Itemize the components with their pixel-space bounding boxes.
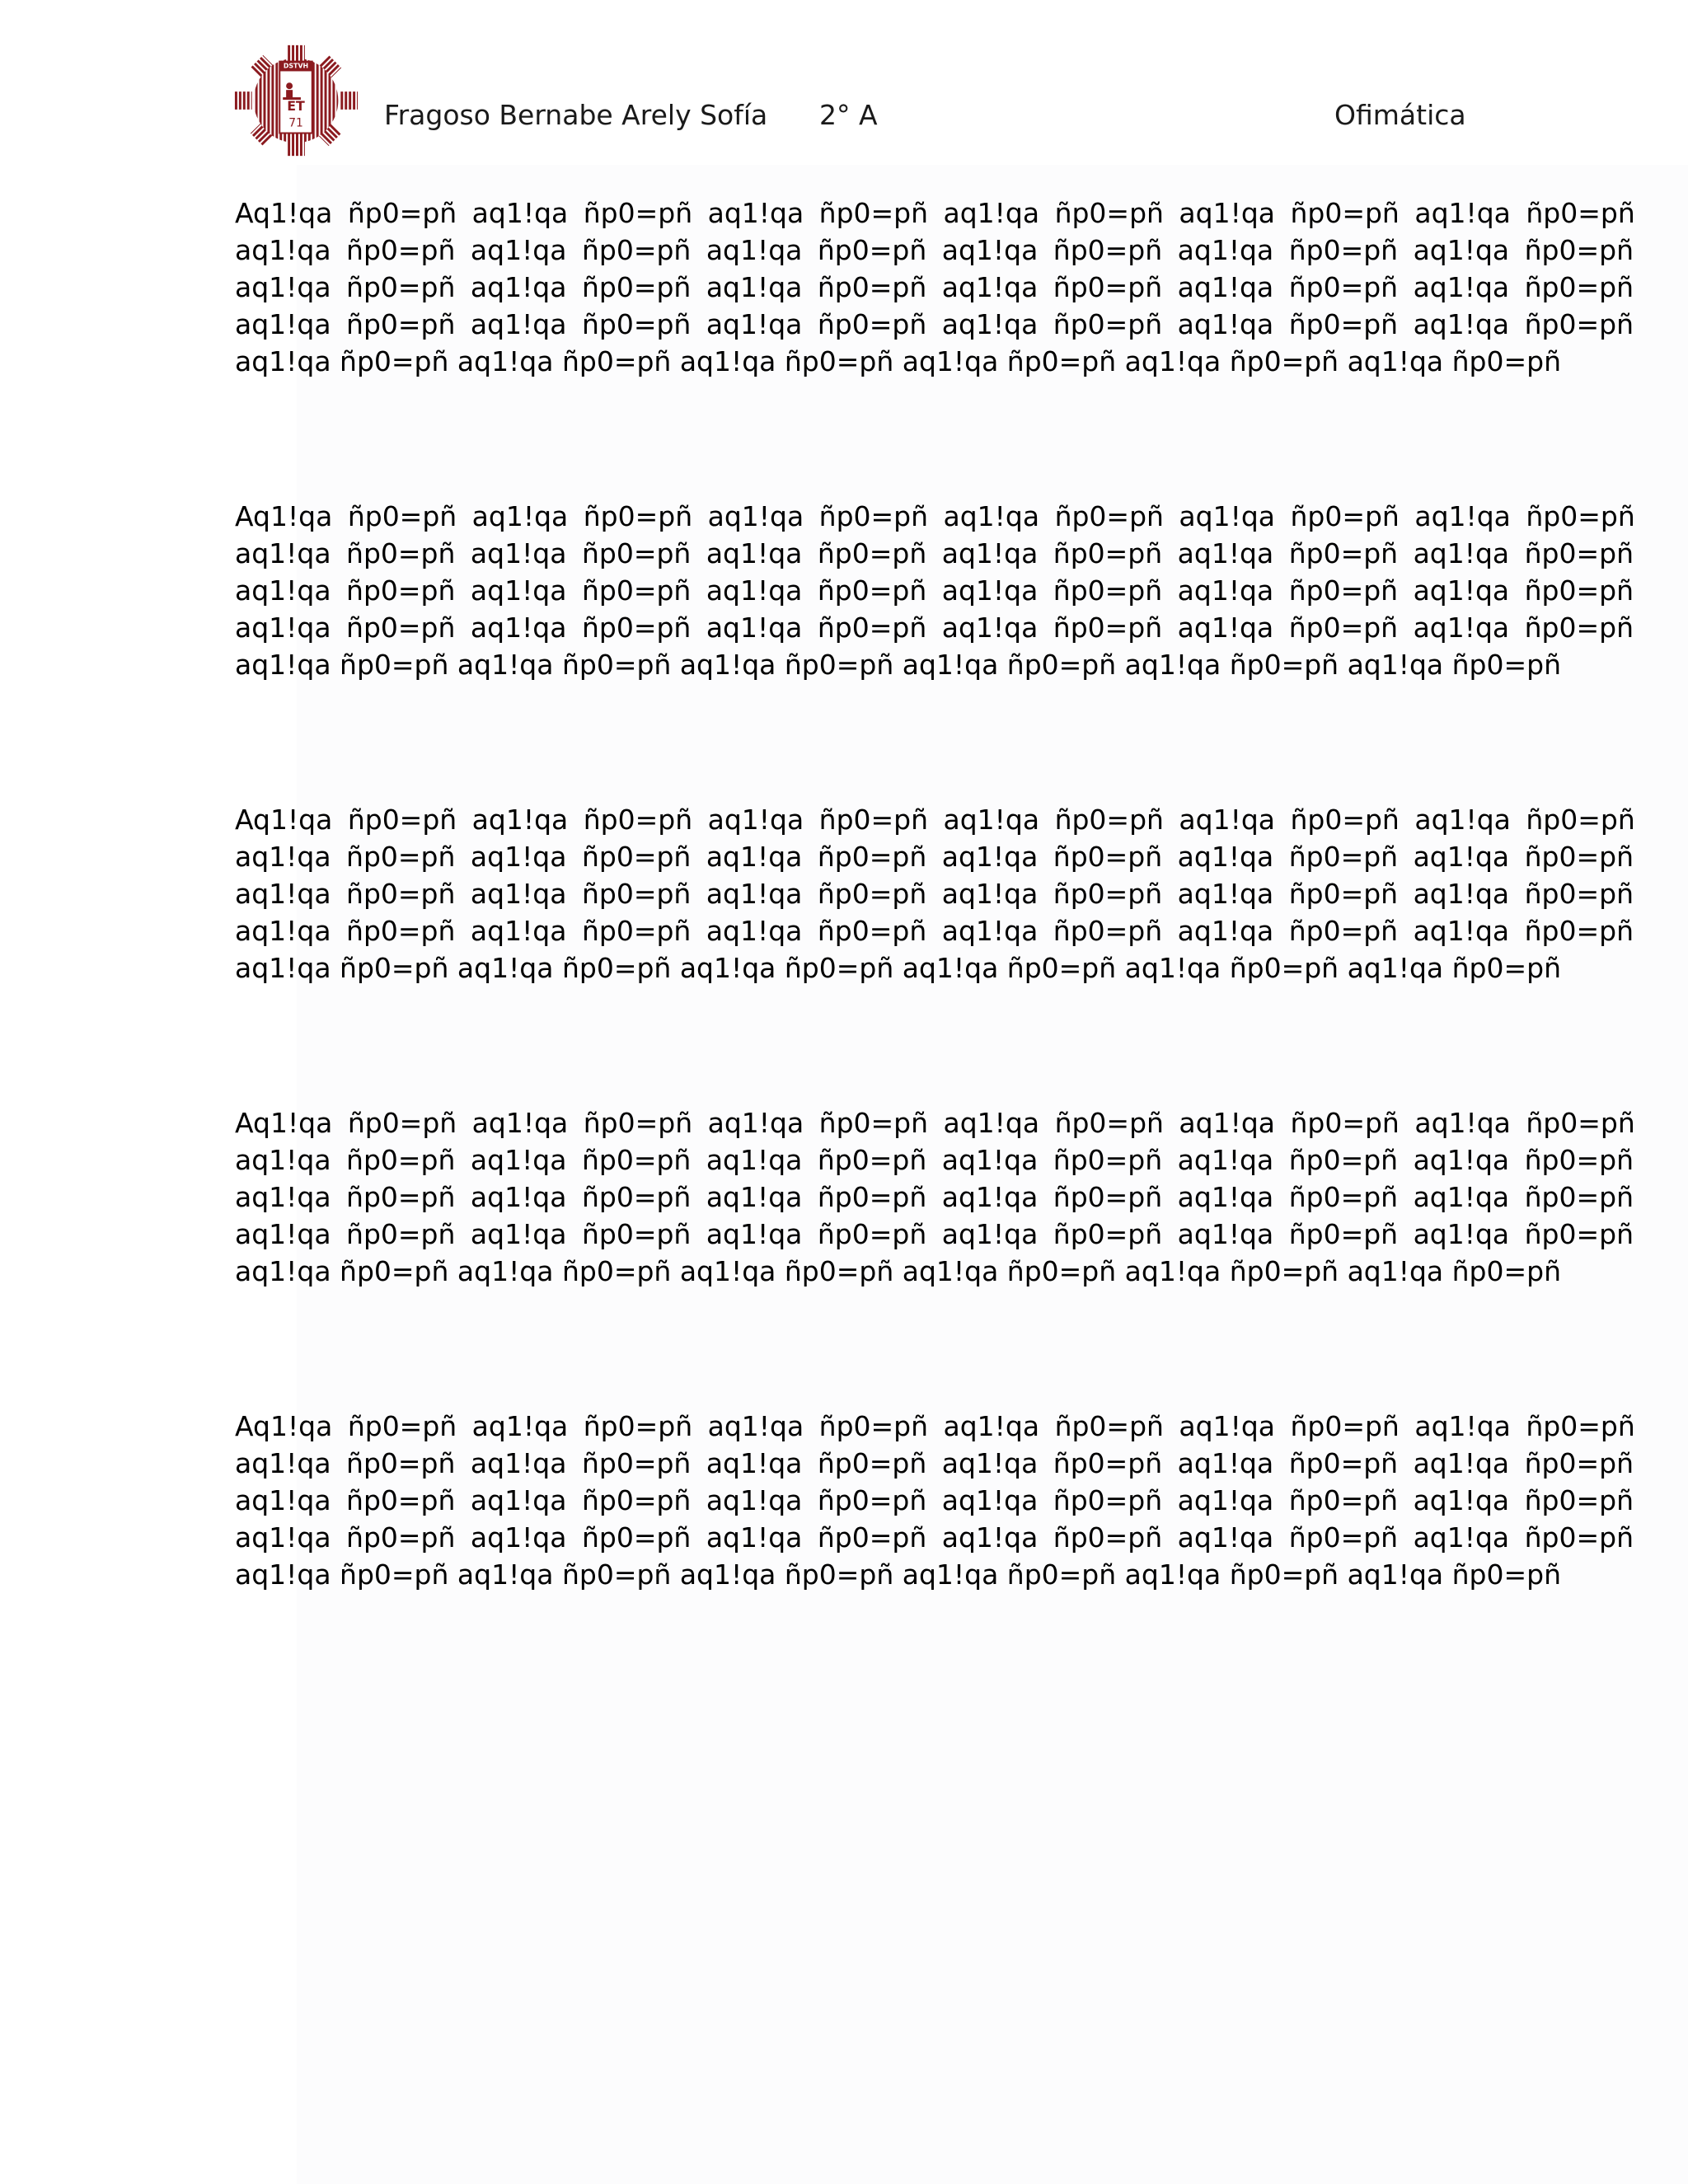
svg-text:DSTVH: DSTVH (283, 62, 309, 70)
paragraph-4 (235, 1104, 1635, 1290)
text-line: aq1!qa ñp0=pñ aq1!qa ñp0=pñ aq1!qa ñp0=pñ aq1!qa ñp0=pñ aq1!qa ñp0=pñ aq1!qa ñp0=pñ (235, 1181, 1634, 1213)
text-line: aq1!qa ñp0=pñ aq1!qa ñp0=pñ aq1!qa ñp0=pñ aq1!qa ñp0=pñ aq1!qa ñp0=pñ aq1!qa ñp0=pñ (235, 574, 1634, 607)
svg-text:ET: ET (287, 97, 305, 114)
text-line: aq1!qa ñp0=pñ aq1!qa ñp0=pñ aq1!qa ñp0=pñ aq1!qa ñp0=pñ aq1!qa ñp0=pñ aq1!qa ñp0=pñ (235, 308, 1634, 340)
text-line: Aq1!qa ñp0=pñ aq1!qa ñp0=pñ aq1!qa ñp0=pñ aq1!qa ñp0=pñ aq1!qa ñp0=pñ aq1!qa ñp0=pñ (235, 1107, 1635, 1139)
paragraph-2 (235, 498, 1635, 683)
text-line: aq1!qa ñp0=pñ aq1!qa ñp0=pñ aq1!qa ñp0=pñ aq1!qa ñp0=pñ aq1!qa ñp0=pñ aq1!qa ñp0=pñ (235, 649, 1561, 681)
text-line: aq1!qa ñp0=pñ aq1!qa ñp0=pñ aq1!qa ñp0=pñ aq1!qa ñp0=pñ aq1!qa ñp0=pñ aq1!qa ñp0=pñ (235, 952, 1561, 984)
text-line: aq1!qa ñp0=pñ aq1!qa ñp0=pñ aq1!qa ñp0=pñ aq1!qa ñp0=pñ aq1!qa ñp0=pñ aq1!qa ñp0=pñ (235, 1255, 1561, 1287)
text-line: aq1!qa ñp0=pñ aq1!qa ñp0=pñ aq1!qa ñp0=pñ aq1!qa ñp0=pñ aq1!qa ñp0=pñ aq1!qa ñp0=pñ (235, 612, 1634, 644)
text-line: aq1!qa ñp0=pñ aq1!qa ñp0=pñ aq1!qa ñp0=pñ aq1!qa ñp0=pñ aq1!qa ñp0=pñ aq1!qa ñp0=pñ (235, 1484, 1634, 1516)
text-line: aq1!qa ñp0=pñ aq1!qa ñp0=pñ aq1!qa ñp0=pñ aq1!qa ñp0=pñ aq1!qa ñp0=pñ aq1!qa ñp0=pñ (235, 271, 1634, 303)
subject-name: Ofimática (1334, 99, 1466, 131)
student-name: Fragoso Bernabe Arely Sofía (384, 99, 768, 131)
text-line: Aq1!qa ñp0=pñ aq1!qa ñp0=pñ aq1!qa ñp0=pñ aq1!qa ñp0=pñ aq1!qa ñp0=pñ aq1!qa ñp0=pñ (235, 500, 1635, 532)
text-line: aq1!qa ñp0=pñ aq1!qa ñp0=pñ aq1!qa ñp0=pñ aq1!qa ñp0=pñ aq1!qa ñp0=pñ aq1!qa ñp0=pñ (235, 915, 1634, 947)
text-line: aq1!qa ñp0=pñ aq1!qa ñp0=pñ aq1!qa ñp0=pñ aq1!qa ñp0=pñ aq1!qa ñp0=pñ aq1!qa ñp0=pñ (235, 234, 1634, 266)
text-line: aq1!qa ñp0=pñ aq1!qa ñp0=pñ aq1!qa ñp0=pñ aq1!qa ñp0=pñ aq1!qa ñp0=pñ aq1!qa ñp0=pñ (235, 1521, 1634, 1554)
text-line: aq1!qa ñp0=pñ aq1!qa ñp0=pñ aq1!qa ñp0=pñ aq1!qa ñp0=pñ aq1!qa ñp0=pñ aq1!qa ñp0=pñ (235, 1218, 1634, 1250)
text-line: aq1!qa ñp0=pñ aq1!qa ñp0=pñ aq1!qa ñp0=pñ aq1!qa ñp0=pñ aq1!qa ñp0=pñ aq1!qa ñp0=pñ (235, 841, 1634, 873)
paragraph-1 (235, 194, 1635, 380)
paragraph-3 (235, 801, 1635, 987)
school-gear-logo-icon (231, 43, 361, 158)
text-line: aq1!qa ñp0=pñ aq1!qa ñp0=pñ aq1!qa ñp0=pñ aq1!qa ñp0=pñ aq1!qa ñp0=pñ aq1!qa ñp0=pñ (235, 1558, 1561, 1591)
text-line: Aq1!qa ñp0=pñ aq1!qa ñp0=pñ aq1!qa ñp0=pñ aq1!qa ñp0=pñ aq1!qa ñp0=pñ aq1!qa ñp0=pñ (235, 1410, 1635, 1442)
class-group: 2° A (819, 99, 878, 131)
text-line: aq1!qa ñp0=pñ aq1!qa ñp0=pñ aq1!qa ñp0=pñ aq1!qa ñp0=pñ aq1!qa ñp0=pñ aq1!qa ñp0=pñ (235, 1447, 1634, 1479)
text-line: aq1!qa ñp0=pñ aq1!qa ñp0=pñ aq1!qa ñp0=pñ aq1!qa ñp0=pñ aq1!qa ñp0=pñ aq1!qa ñp0=pñ (235, 878, 1634, 910)
text-line: Aq1!qa ñp0=pñ aq1!qa ñp0=pñ aq1!qa ñp0=pñ aq1!qa ñp0=pñ aq1!qa ñp0=pñ aq1!qa ñp0=pñ (235, 197, 1635, 229)
text-line: aq1!qa ñp0=pñ aq1!qa ñp0=pñ aq1!qa ñp0=pñ aq1!qa ñp0=pñ aq1!qa ñp0=pñ aq1!qa ñp0=pñ (235, 537, 1634, 569)
paragraph-5 (235, 1408, 1635, 1593)
text-line: aq1!qa ñp0=pñ aq1!qa ñp0=pñ aq1!qa ñp0=pñ aq1!qa ñp0=pñ aq1!qa ñp0=pñ aq1!qa ñp0=pñ (235, 345, 1561, 377)
svg-text:71: 71 (288, 116, 303, 130)
document-body (235, 194, 1635, 1711)
text-line: aq1!qa ñp0=pñ aq1!qa ñp0=pñ aq1!qa ñp0=pñ aq1!qa ñp0=pñ aq1!qa ñp0=pñ aq1!qa ñp0=pñ (235, 1144, 1634, 1176)
text-line: Aq1!qa ñp0=pñ aq1!qa ñp0=pñ aq1!qa ñp0=pñ aq1!qa ñp0=pñ aq1!qa ñp0=pñ aq1!qa ñp0=pñ (235, 804, 1635, 836)
